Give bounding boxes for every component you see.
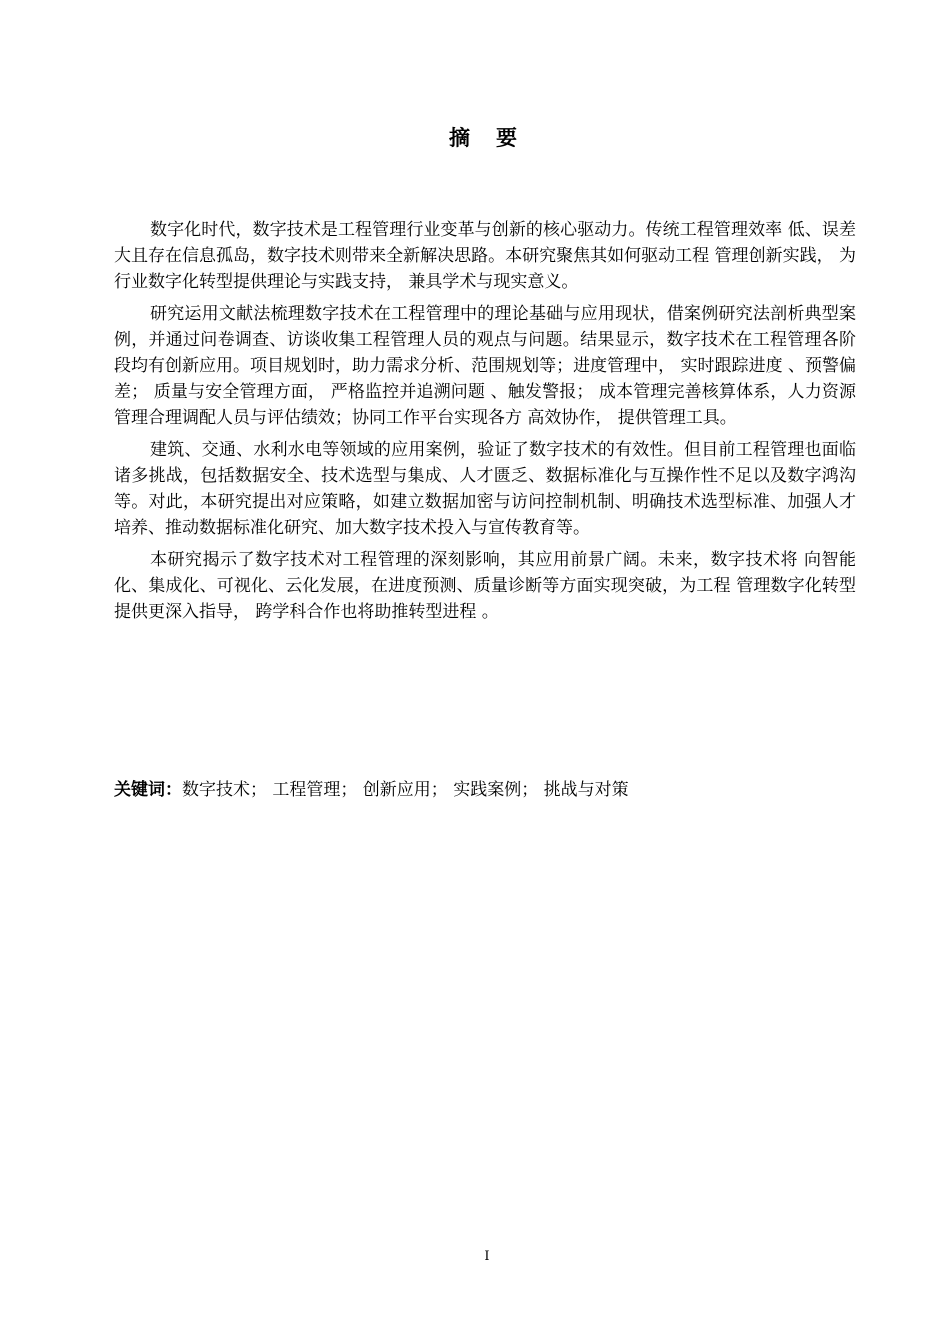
abstract-paragraph-3: 建筑、交通、水利水电等领域的应用案例，验证了数字技术的有效性。但目前工程管理也面临诸多挑战，包括数据安全、技术选型与集成、人才匮乏、数据标准化与互操作性不足以及数字鸿沟等。对此，本研究提出对应策略，如建立数据加密与访问控制机制、明确技术选型标准、加强人才培养、推动数据标准化研究、加大数字技术投入与宣传教育等。	[114, 440, 856, 538]
keywords-label: 关键词：	[114, 780, 182, 800]
title-char-2: 要	[496, 126, 517, 150]
abstract-paragraph-1: 数字化时代，数字技术是工程管理行业变革与创新的核心驱动力。传统工程管理效率 低、误差大且存在信息孤岛，数字技术则带来全新解决思路。本研究聚焦其如何驱动工程 管理创新实践， 为行业数字化转型提供理论与实践支持， 兼具学术与现实意义。	[114, 220, 856, 292]
page-number: I	[484, 1249, 490, 1264]
keywords-list: 数字技术； 工程管理； 创新应用； 实践案例； 挑战与对策	[182, 780, 629, 800]
keywords-line	[114, 777, 856, 803]
abstract-paragraph-4: 本研究揭示了数字技术对工程管理的深刻影响，其应用前景广阔。未来，数字技术将 向智能化、集成化、可视化、云化发展，在进度预测、质量诊断等方面实现突破，为工程 管理数字化转型提供更深入指导， 跨学科合作也将助推转型进程 。	[114, 550, 856, 622]
abstract-body	[114, 217, 856, 631]
page-title	[0, 122, 950, 154]
title-char-1: 摘	[449, 126, 470, 150]
abstract-paragraph-2: 研究运用文献法梳理数字技术在工程管理中的理论基础与应用现状，借案例研究法剖析典型案例，并通过问卷调查、访谈收集工程管理人员的观点与问题。结果显示，数字技术在工程管理各阶段均有创新应用。项目规划时，助力需求分析、范围规划等；进度管理中， 实时跟踪进度 、预警偏差； 质量与安全管理方面， 严格监控并追溯问题 、触发警报； 成本管理完善核算体系，人力资源管理合理调配人员与评估绩效；协同工作平台实现各方 高效协作， 提供管理工具。	[114, 304, 856, 428]
